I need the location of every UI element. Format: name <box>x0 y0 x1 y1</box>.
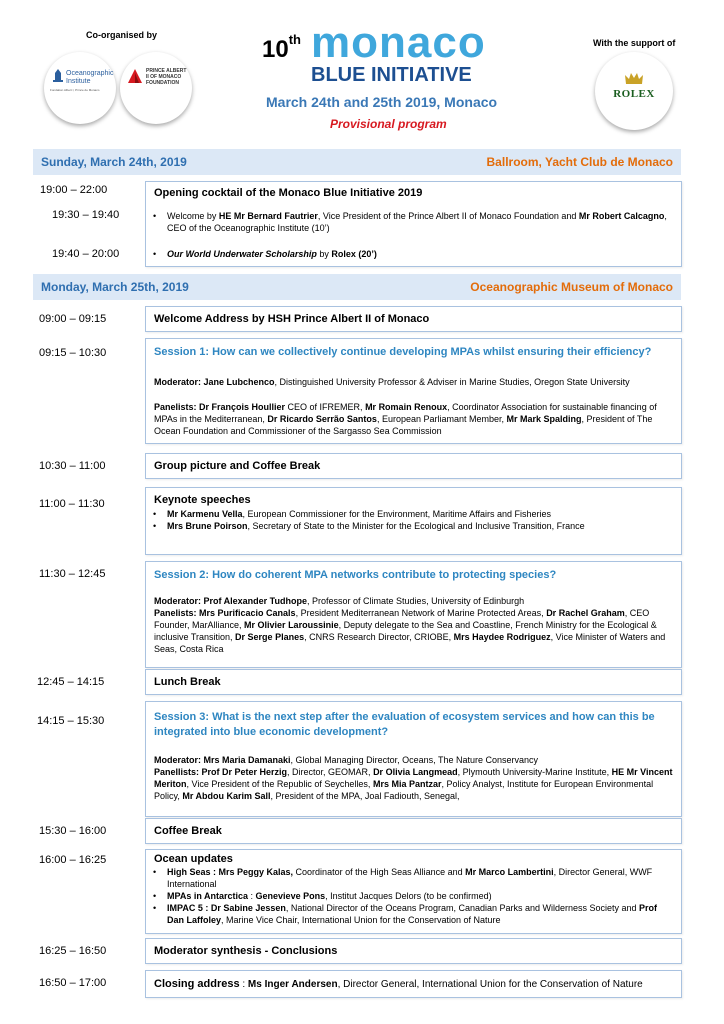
keynote-item: • Mrs Brune Poirson, Secretary of State to the Minister for the Ecological and Inclusive Transition, France <box>150 520 674 532</box>
keynote-list <box>150 508 674 532</box>
time-coffee: 15:30 – 16:00 <box>39 825 107 837</box>
time-session3: 14:15 – 15:30 <box>37 715 105 727</box>
group-picture-title: Group picture and Coffee Break <box>154 460 321 472</box>
session3-title: Session 3: What is the next step after the evaluation of ecosystem services and how can this be integrated into blue economic development? <box>154 711 655 738</box>
day1-evening-box <box>145 181 682 267</box>
provisional-program: Provisional program <box>330 117 447 131</box>
session2-title: Session 2: How do coherent MPA networks contribute to protecting species? <box>154 569 557 581</box>
session1-box <box>145 338 682 444</box>
welcome-address-box <box>145 306 682 332</box>
welcome-item: • Welcome by HE Mr Bernard Fautrier, Vice President of the Prince Albert II of Monaco Foundation and Mr Robert Calcagno, CEO of the Oceanographic Institute (10’) <box>150 210 674 234</box>
welcome-address-title: Welcome Address by HSH Prince Albert II of Monaco <box>154 313 430 325</box>
day1-date: Sunday, March 24th, 2019 <box>41 155 187 169</box>
closing-text: Closing address : Ms Inger Andersen, Director General, International Union for the Conservation of Nature <box>154 978 643 990</box>
lunch-title: Lunch Break <box>154 676 221 688</box>
event-dates: March 24th and 25th 2019, Monaco <box>266 94 498 110</box>
session3-box <box>145 701 682 817</box>
rolex-wordmark: ROLEX <box>613 88 655 100</box>
foundation-name: PRINCE ALBERT II OF MONACO FOUNDATION <box>146 68 187 86</box>
session2-box <box>145 561 682 668</box>
ocean-updates-box <box>145 849 682 934</box>
title-blue-initiative: BLUE INITIATIVE <box>311 64 472 86</box>
edition-number: 10th <box>262 32 301 63</box>
session2-moderator: Moderator: Prof Alexander Tudhope, Professor of Climate Studies, University of Edinburgh <box>154 596 525 606</box>
oceanographic-icon <box>52 68 64 82</box>
synthesis-title: Moderator synthesis - Conclusions <box>154 945 338 957</box>
foundation-icon <box>126 68 144 84</box>
time-keynote: 11:00 – 11:30 <box>39 498 105 510</box>
ocean-update-item: • MPAs in Antarctica : Genevieve Pons, Institut Jacques Delors (to be confirmed) <box>150 890 676 902</box>
time-session2: 11:30 – 12:45 <box>39 568 106 580</box>
group-picture-box <box>145 453 682 479</box>
ocean-update-item: • IMPAC 5 : Dr Sabine Jessen, National Director of the Oceans Program, Canadian Parks and Wilderness Society and Prof Dan Laffoley, Marine Vice Chair, International Union for the Conservation of Nature <box>150 902 676 926</box>
session3-moderator: Moderator: Mrs Maria Damanaki, Global Managing Director, Oceans, The Nature Conservancy <box>154 755 539 765</box>
day2-date: Monday, March 25th, 2019 <box>41 280 189 294</box>
time-closing: 16:50 – 17:00 <box>39 977 107 989</box>
time-lunch: 12:45 – 14:15 <box>37 676 105 688</box>
time-cocktail: 19:00 – 22:00 <box>40 184 108 196</box>
day2-venue: Oceanographic Museum of Monaco <box>470 280 673 294</box>
session2-panelists: Panelists: Mrs Purificacio Canals, President Mediterranean Network of Marine Protected Areas, Dr Rachel Graham, CEO Founder, MarAlliance, Mr Olivier Laroussinie, Deputy delegate to the Sea and Coastline, French Ministry for the Ecological & inclusive Transition, Dr Serge Planes, CNRS Research Director, CRIOBE, Mrs Haydee Rodriguez, Vice Minister of Waters and Seas, Costa Rica <box>154 608 666 654</box>
time-scholarship: 19:40 – 20:00 <box>52 248 120 260</box>
ocean-updates-list <box>150 866 676 926</box>
oceanographic-sub: Fondation Albert I, Prince de Monaco <box>50 88 100 92</box>
coffee-box <box>145 818 682 844</box>
oceanographic-institute-logo <box>44 52 116 124</box>
time-synthesis: 16:25 – 16:50 <box>39 945 107 957</box>
keynote-title: Keynote speeches <box>154 494 251 506</box>
synthesis-box <box>145 938 682 964</box>
time-group-picture: 10:30 – 11:00 <box>39 460 106 472</box>
prince-albert-foundation-logo <box>120 52 192 124</box>
rolex-logo <box>595 52 673 130</box>
time-session1: 09:15 – 10:30 <box>39 347 107 359</box>
title-monaco: monaco <box>311 18 486 67</box>
day2-band <box>33 274 681 300</box>
lunch-box <box>145 669 682 695</box>
session1-moderator: Moderator: Jane Lubchenco, Distinguished University Professor & Adviser in Marine Studies, Oregon State University <box>154 377 630 387</box>
ocean-update-item: • High Seas : Mrs Peggy Kalas, Coordinator of the High Seas Alliance and Mr Marco Lambertini, Director General, WWF International <box>150 866 676 890</box>
co-organised-label: Co-organised by <box>86 30 158 40</box>
day1-venue: Ballroom, Yacht Club de Monaco <box>486 155 673 169</box>
session1-title: Session 1: How can we collectively continue developing MPAs whilst ensuring their efficiency? <box>154 346 652 358</box>
edition-suffix: th <box>288 32 301 47</box>
cocktail-title: Opening cocktail of the Monaco Blue Initiative 2019 <box>154 187 423 199</box>
keynote-box <box>145 487 682 555</box>
support-label: With the support of <box>593 38 676 48</box>
crown-icon <box>624 72 644 86</box>
scholarship-item: • Our World Underwater Scholarship by Rolex (20’) <box>150 248 674 260</box>
oceanographic-name: Oceanographic Institute <box>66 70 114 85</box>
time-welcome-address: 09:00 – 09:15 <box>39 313 107 325</box>
closing-box <box>145 970 682 998</box>
keynote-item: • Mr Karmenu Vella, European Commissioner for the Environment, Maritime Affairs and Fisheries <box>150 508 674 520</box>
day1-band <box>33 149 681 175</box>
session1-panelists: Panelists: Dr François Houllier CEO of IFREMER, Mr Romain Renoux, Coordinator Association for sustainable financing of MPAs in the Mediterranean, Dr Ricardo Serrão Santos, European Parliamant Member, Mr Mark Spalding, President of The Ocean Foundation and Commissioner of the Sargasso Sea Commission <box>154 402 657 436</box>
time-ocean-updates: 16:00 – 16:25 <box>39 854 107 866</box>
time-welcome: 19:30 – 19:40 <box>52 209 120 221</box>
coffee-title: Coffee Break <box>154 825 222 837</box>
ocean-updates-title: Ocean updates <box>154 853 233 865</box>
session3-panelists: Panellists: Prof Dr Peter Herzig, Director, GEOMAR, Dr Olivia Langmead, Plymouth University-Marine Institute, HE Mr Vincent Meriton, Vice President of the Republic of Seychelles, Mrs Mia Pantzar, Policy Analyst, Institute for European Environmental Policy, Mr Abdou Karim Sall, President of the MPA, Joal Fadiouth, Senegal, <box>154 767 673 801</box>
evening-list <box>150 210 674 260</box>
